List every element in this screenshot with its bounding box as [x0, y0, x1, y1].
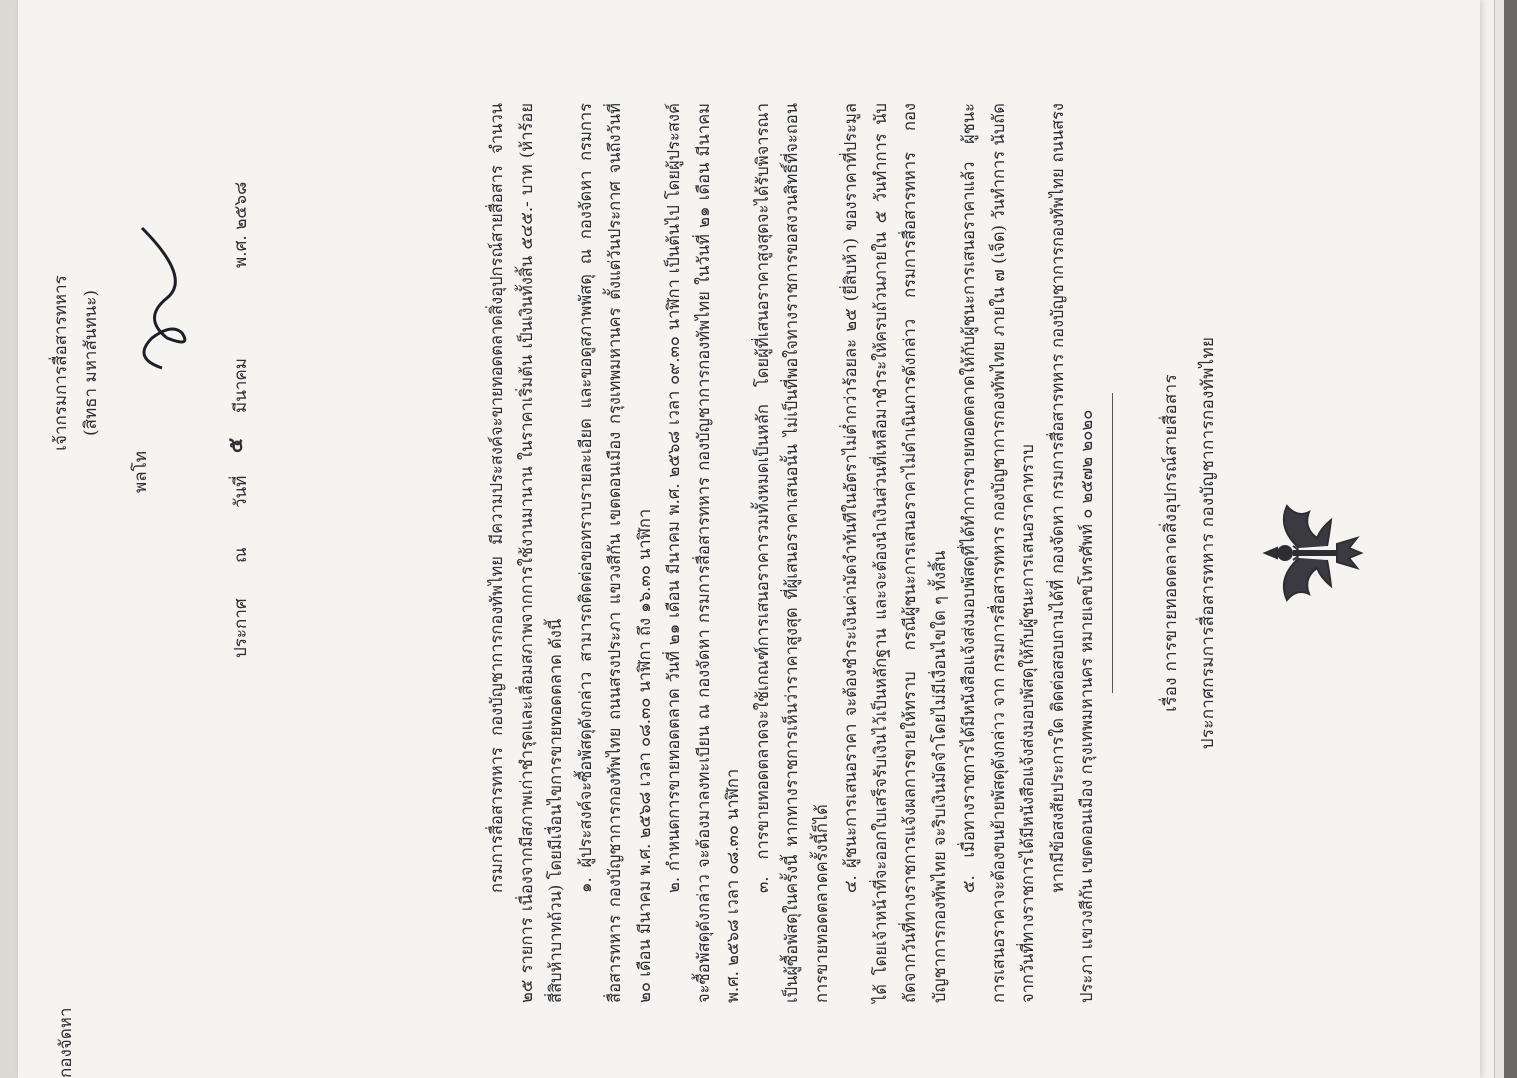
intro-paragraph: กรมการสื่อสารทหาร กองบัญชาการกองทัพไทย มีความประสงค์จะขายทอดตลาดสิ่งอุปกรณ์สายสื่อสาร จำนวน ๒๕ รายการ เนื่องจากมีสภาพเก่าชำรุดและเสื่อมสภาพจากการใช้งานมานาน ในราคาเริ่มต้น เป็นเงินทั้งสิ้น ๕๔๕.- บาท (ห้าร้อยสี่สิบห้าบาทถ้วน) โดยมีเงื่อนไขการขายทอดตลาด ดังนี้ [487, 103, 565, 1003]
handwritten-signature [122, 218, 202, 378]
rotated-document [32, 8, 1487, 1078]
at-label: ณ [231, 547, 251, 563]
condition-item-5: ๕. เมื่อทางราชการได้มีหนังสือแจ้งส่งมอบพัสดุที่ได้ทำการขายทอดตลาดให้กับผู้ชนะการเสนอราคาแล้ว ผู้ชนะการเสนอราคาจะต้องขนย้ายพัสดุดังกล่าว จาก กรมการสื่อสารทหาร กองบัญชาการกองทัพไทย ภายใน ๗ (เจ็ด) วันทำการ นับถัดจากวันที่ทางราชการได้มีหนังสือแจ้งส่งมอบพัสดุให้กับผู้ชนะการเสนอราคาทราบ [959, 103, 1037, 1003]
document-subject: เรื่อง การขายทอดตลาดสิ่งอุปกรณ์สายสื่อสาร [1161, 374, 1181, 712]
document-title: ประกาศกรมการสื่อสารทหาร กองบัญชาการกองทัพไทย [1198, 336, 1218, 750]
document-body [482, 103, 1102, 1003]
signatory-name: (สิทธา มหาสันทนะ) [81, 289, 101, 437]
day-value: ๕ [223, 437, 247, 453]
announced-label: ประกาศ [231, 598, 251, 658]
condition-item-3: ๓. การขายทอดตลาดจะใช้เกณฑ์การเสนอราคารวมทั้งหมดเป็นหลัก โดยผู้ที่เสนอราคาสูงสุดจะได้รับพิจารณาเป็นผู้ซื้อพัสดุในครั้งนี้ หากทางราชการเห็นว่าราคาสูงสุด ที่ผู้เสนอราคาเสนอนั้น ไม่เป็นที่พอใจทางราชการขอสงวนสิทธิ์ที่จะถอนการขายทอดตลาดครั้งนี้ก็ได้ [752, 103, 831, 1003]
contact-paragraph: หากมีข้อสงสัยประการใด ติดต่อสอบถามได้ที่ กองจัดหา กรมการสื่อสารทหาร กองบัญชาการกองทัพไทย ถนนสรงประภา แขวงสีกัน เขตดอนเมือง กรุงเทพมหานคร หมายเลขโทรศัพท์ ๐ ๒๕๗๒ ๒๐๒๐ [1047, 103, 1096, 1003]
condition-item-4: ๔. ผู้ชนะการเสนอราคา จะต้องชำระเงินค่ามัดจำทันทีในอัตราไม่ต่ำกว่าร้อยละ ๒๕ (ยี่สิบห้า) ของราคาที่ประมูลได้ โดยเจ้าหน้าที่จะออกใบเสร็จรับเงินไว้เป็นหลักฐาน และจะต้องนำเงินส่วนที่เหลือมาชำระให้ครบถ้วนภายใน ๕ วันทำการ นับถัดจากวันที่ทางราชการแจ้งผลการขายให้ทราบ กรณีผู้ชนะการเสนอราคาไม่ดำเนินการดังกล่าว กรมการสื่อสารทหาร กองบัญชาการกองทัพไทย จะริบเงินมัดจำโดยไม่มีเงื่อนไขใด ๆ ทั้งสิ้น [841, 103, 949, 1003]
day-label: วันที่ [231, 475, 251, 508]
condition-item-2: ๒. กำหนดการขายทอดตลาด วันที่ ๒๑ เดือน มีนาคม พ.ศ. ๒๕๖๘ เวลา ๐๙.๓๐ นาฬิกา เป็นต้นไป โดยผู้ประสงค์จะซื้อพัสดุดังกล่าว จะต้องมาลงทะเบียน ณ กองจัดหา กรมการสื่อสารทหาร กองบัญชาการกองทัพไทย ในวันที่ ๒๑ เดือน มีนาคม พ.ศ. ๒๕๖๘ เวลา ๐๘.๓๐ นาฬิกา [664, 103, 742, 1003]
footer-department: กองจัดหา [56, 1007, 76, 1078]
condition-item-1: ๑. ผู้ประสงค์จะซื้อพัสดุดังกล่าว สามารถติดต่อขอทราบรายละเอียด และขอดูสภาพพัสดุ ณ กองจัดหา กรมการสื่อสารทหาร กองบัญชาการกองทัพไทย ถนนสรงประภา แขวงสีกัน เขตดอนเมือง กรุงเทพมหานคร ตั้งแต่วันประกาศ จนถึงวันที่ ๒๐ เดือน มีนาคม พ.ศ. ๒๕๖๘ เวลา ๐๘.๓๐ นาฬิกา ถึง ๑๖.๓๐ นาฬิกา [575, 103, 654, 1003]
month-value: มีนาคม [231, 358, 251, 413]
year-value: พ.ศ. ๒๕๖๘ [231, 181, 251, 268]
garuda-emblem-icon [1257, 498, 1367, 608]
announcement-date-line [223, 98, 257, 658]
document-page [18, 0, 1480, 1078]
signatory-rank: พลโท [131, 451, 151, 493]
header-divider [1112, 393, 1113, 693]
desk-edge [1504, 0, 1517, 1078]
signatory-title: เจ้ากรมการสื่อสารทหาร [51, 275, 71, 451]
